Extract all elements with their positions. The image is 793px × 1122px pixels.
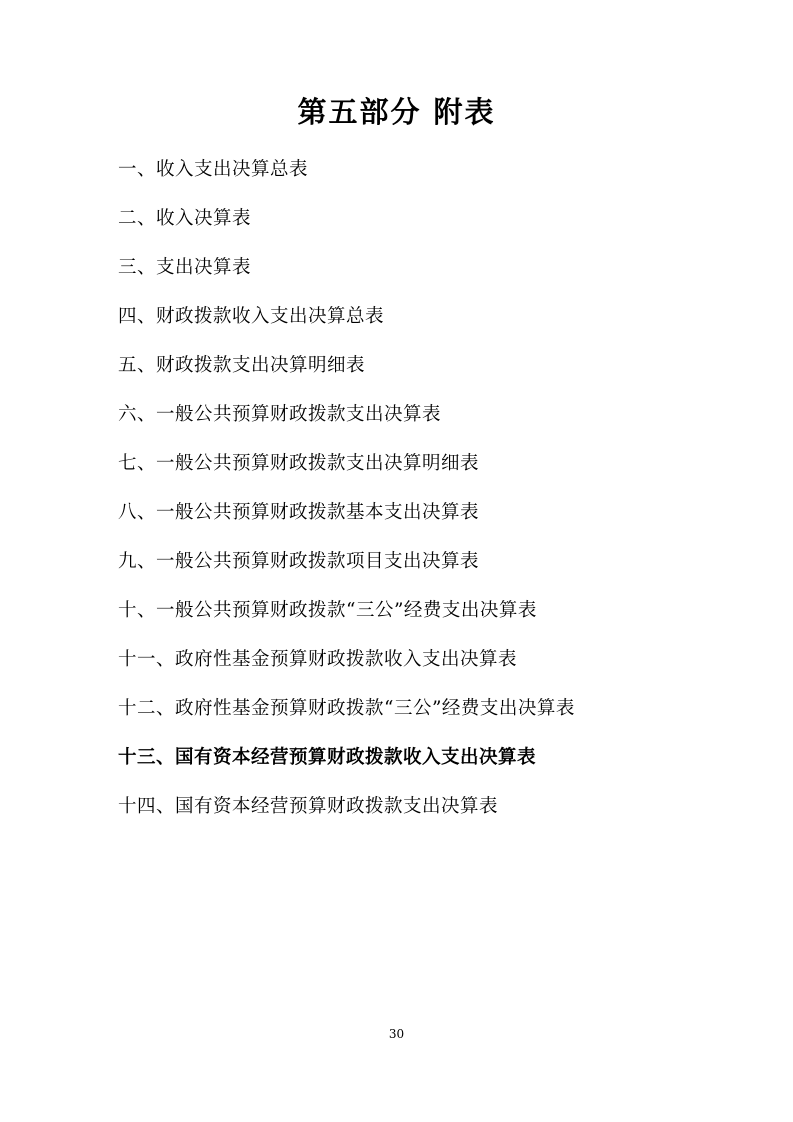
list-item: 十二、政府性基金预算财政拨款“三公”经费支出决算表 <box>118 697 575 719</box>
list-item: 八、一般公共预算财政拨款基本支出决算表 <box>118 501 480 523</box>
list-item: 一、收入支出决算总表 <box>118 159 309 180</box>
page-title: 第五部分 附表 <box>297 95 496 129</box>
list-item: 十三、国有资本经营预算财政拨款收入支出决算表 <box>118 746 537 768</box>
list-item: 四、财政拨款收入支出决算总表 <box>118 305 385 327</box>
list-item: 五、财政拨款支出决算明细表 <box>118 354 366 376</box>
list-item: 九、一般公共预算财政拨款项目支出决算表 <box>118 550 480 572</box>
list-item: 七、一般公共预算财政拨款支出决算明细表 <box>118 452 480 474</box>
list-item: 十四、国有资本经营预算财政拨款支出决算表 <box>118 795 499 817</box>
list-item: 十、一般公共预算财政拨款“三公”经费支出决算表 <box>118 599 537 621</box>
list-item: 六、一般公共预算财政拨款支出决算表 <box>118 403 442 425</box>
list-item: 二、收入决算表 <box>118 207 252 229</box>
list-item: 十一、政府性基金预算财政拨款收入支出决算表 <box>118 648 518 670</box>
list-item: 三、支出决算表 <box>118 256 252 278</box>
table-of-contents <box>118 158 718 844</box>
page-number: 30 <box>388 1027 405 1041</box>
